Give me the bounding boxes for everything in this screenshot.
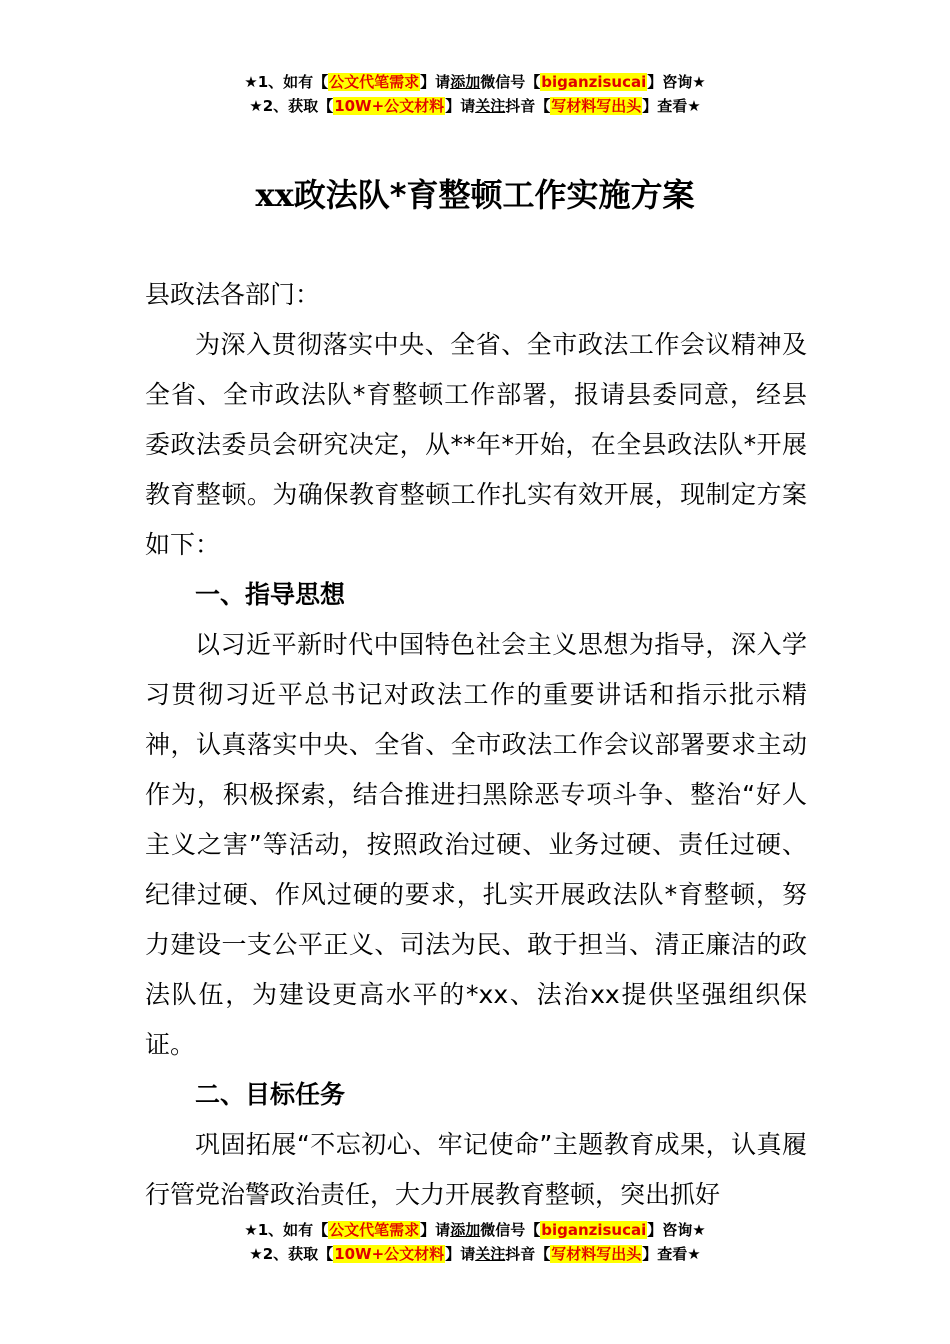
salutation: 县政法各部门：: [145, 280, 321, 309]
title-prefix: xx: [255, 176, 294, 214]
promo-line-1: [0, 70, 950, 94]
promo-text: 】请: [445, 97, 476, 115]
document-title: [0, 170, 950, 216]
promo-text: ★1、如有【: [244, 1221, 329, 1239]
promo-text: 】请: [445, 1245, 476, 1263]
promo-text: ★2、获取【: [249, 97, 334, 115]
bottom-promo-banner: [0, 1218, 950, 1266]
promo-highlight: 公文代笔需求: [329, 1221, 420, 1239]
top-promo-banner: [0, 70, 950, 118]
promo-text: 抖音【: [505, 1245, 551, 1263]
promo-highlight: biganzisucai: [541, 73, 647, 91]
promo-emphasis: 添加: [450, 73, 481, 91]
promo-highlight: biganzisucai: [541, 1221, 647, 1239]
promo-emphasis: 添加: [450, 1221, 481, 1239]
promo-text: 微信号【: [480, 1221, 541, 1239]
promo-highlight: 10W+公文材料: [334, 1245, 445, 1263]
promo-text: ★1、如有【: [244, 73, 329, 91]
promo-emphasis: 关注: [475, 97, 506, 115]
section-paragraph: 巩固拓展“不忘初心、牢记使命”主题教育成果，认真履行管党治警政治责任，大力开展教育整顿，突出抓好: [145, 1130, 807, 1209]
promo-text: 】咨询★: [647, 1221, 706, 1239]
document-body: [145, 270, 807, 1220]
promo-highlight: 写材料写出头: [551, 97, 642, 115]
promo-text: 】查看★: [642, 97, 701, 115]
section-heading: 一、指导思想: [195, 580, 346, 609]
promo-text: 抖音【: [505, 97, 551, 115]
promo-line-2: [0, 94, 950, 118]
promo-text: 微信号【: [480, 73, 541, 91]
intro-paragraph: 为深入贯彻落实中央、全省、全市政法工作会议精神及全省、全市政法队*育整顿工作部署，报请县委同意，经县委政法委员会研究决定，从**年*开始，在全县政法队*开展教育整顿。为确保教育整顿工作扎实有效开展，现制定方案如下：: [145, 330, 807, 559]
section-heading: 二、目标任务: [195, 1080, 346, 1109]
promo-line-2: [0, 1242, 950, 1266]
promo-highlight: 10W+公文材料: [334, 97, 445, 115]
promo-line-1: [0, 1218, 950, 1242]
promo-text: 】查看★: [642, 1245, 701, 1263]
promo-text: ★2、获取【: [249, 1245, 334, 1263]
promo-text: 】咨询★: [647, 73, 706, 91]
promo-text: 】请: [420, 1221, 451, 1239]
promo-highlight: 写材料写出头: [551, 1245, 642, 1263]
promo-highlight: 公文代笔需求: [329, 73, 420, 91]
section-paragraph: 以习近平新时代中国特色社会主义思想为指导，深入学习贯彻习近平总书记对政法工作的重要讲话和指示批示精神，认真落实中央、全省、全市政法工作会议部署要求主动作为，积极探索，结合推进扫黑除恶专项斗争、整治“好人主义之害”等活动，按照政治过硬、业务过硬、责任过硬、纪律过硬、作风过硬的要求，扎实开展政法队*育整顿，努力建设一支公平正义、司法为民、敢于担当、清正廉洁的政法队伍，为建设更高水平的*xx、法治xx提供坚强组织保证。: [145, 630, 807, 1059]
promo-text: 】请: [420, 73, 451, 91]
title-text: 政法队*育整顿工作实施方案: [293, 176, 695, 214]
promo-emphasis: 关注: [475, 1245, 506, 1263]
